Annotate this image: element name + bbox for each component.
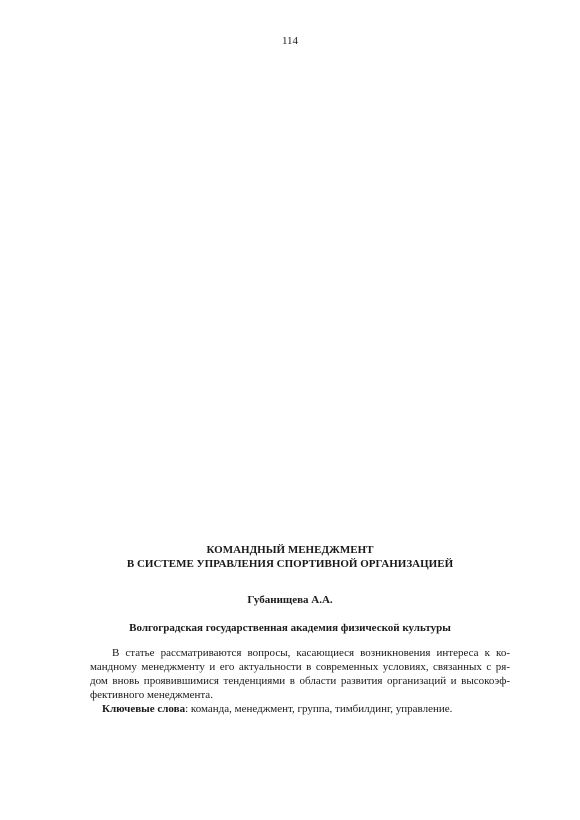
- abstract-line: В статье рассматриваются вопросы, касающиеся возникновения интереса к ко-: [112, 647, 510, 659]
- abstract-line: фективного менеджмента.: [90, 689, 213, 701]
- author-name: Губанищева А.А.: [247, 594, 333, 606]
- author-affiliation: Волгоградская государственная академия физической культуры: [129, 622, 451, 634]
- keywords-text: : команда, менеджмент, группа, тимбилдинг, управление.: [185, 703, 453, 715]
- page-number: 114: [281, 35, 299, 47]
- keywords: [90, 702, 510, 716]
- keywords-label: Ключевые слова: [102, 703, 186, 715]
- abstract: [90, 646, 510, 716]
- title-line-1: КОМАНДНЫЙ МЕНЕДЖМЕНТ: [206, 544, 374, 556]
- abstract-line: мандному менеджменту и его актуальности в современных условиях, связанных с ря-: [90, 661, 510, 673]
- article-title: [60, 543, 520, 571]
- title-line-2: В СИСТЕМЕ УПРАВЛЕНИЯ СПОРТИВНОЙ ОРГАНИЗАЦИЕЙ: [126, 558, 454, 570]
- abstract-line: дом вновь проявившимися тенденциями в области развития организаций и высокоэф-: [90, 675, 510, 687]
